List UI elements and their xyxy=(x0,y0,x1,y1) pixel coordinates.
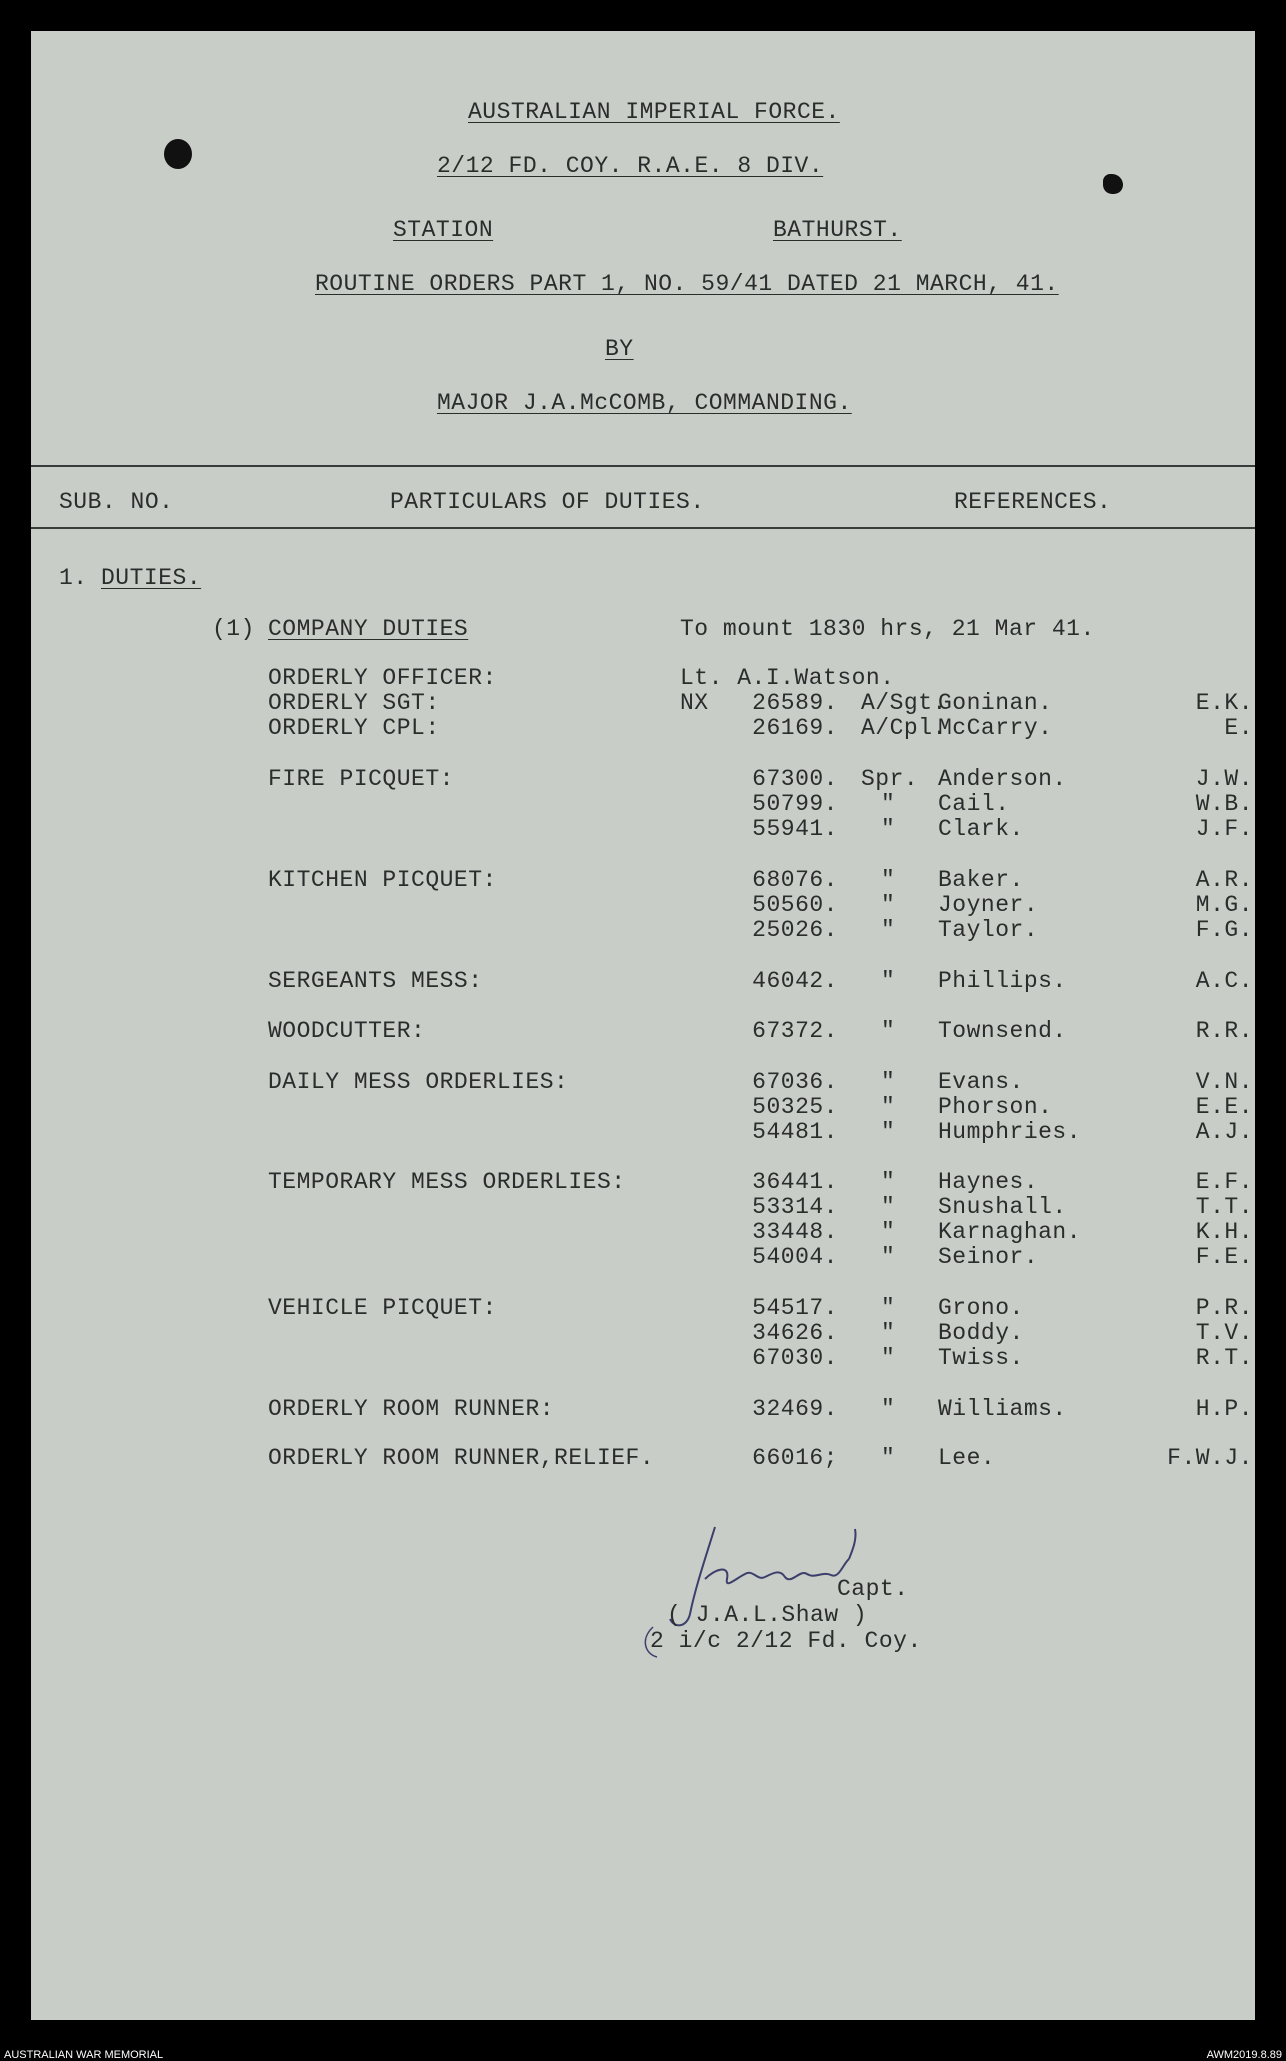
surname: Cail. xyxy=(938,791,1010,817)
initials: R.T. xyxy=(1195,1345,1253,1371)
col-particulars: PARTICULARS OF DUTIES. xyxy=(390,489,705,515)
rank: " xyxy=(881,1396,896,1422)
rank: " xyxy=(881,1345,896,1371)
service-number: 55941. xyxy=(752,816,838,842)
by-line: BY xyxy=(605,336,634,362)
surname: Grono. xyxy=(938,1295,1024,1321)
service-number: 54004. xyxy=(752,1244,838,1270)
rank: " xyxy=(881,1320,896,1346)
signature-name: ( J.A.L.Shaw ) xyxy=(667,1602,868,1628)
initials: E.K. xyxy=(1195,690,1253,716)
initials: E.F. xyxy=(1195,1169,1253,1195)
routine-orders-line: ROUTINE ORDERS PART 1, NO. 59/41 DATED 21 MARCH, 41. xyxy=(315,271,1059,297)
rank: " xyxy=(881,816,896,842)
surname: Twiss. xyxy=(938,1345,1024,1371)
rank: " xyxy=(881,1119,896,1145)
initials: T.T. xyxy=(1195,1194,1253,1220)
header-line-1: AUSTRALIAN IMPERIAL FORCE. xyxy=(468,99,840,125)
surname: Evans. xyxy=(938,1069,1024,1095)
initials: P.R. xyxy=(1195,1295,1253,1321)
service-number: 26589. xyxy=(752,690,838,716)
duty-label: TEMPORARY MESS ORDERLIES: xyxy=(268,1169,626,1195)
duty-label: SERGEANTS MESS: xyxy=(268,968,483,994)
section-title: DUTIES. xyxy=(101,565,202,591)
initials: M.G. xyxy=(1195,892,1253,918)
service-number: 68076. xyxy=(752,867,838,893)
service-number: 54517. xyxy=(752,1295,838,1321)
service-prefix: NX xyxy=(680,690,709,716)
surname: Snushall. xyxy=(938,1194,1067,1220)
rank: " xyxy=(881,1194,896,1220)
orderly-officer-label: ORDERLY OFFICER: xyxy=(268,665,497,691)
surname: Haynes. xyxy=(938,1169,1039,1195)
rank: " xyxy=(881,1169,896,1195)
service-number: 33448. xyxy=(752,1219,838,1245)
duty-label: ORDERLY CPL: xyxy=(268,715,440,741)
rank: " xyxy=(881,867,896,893)
initials: V.N. xyxy=(1195,1069,1253,1095)
surname: Seinor. xyxy=(938,1244,1039,1270)
station-value: BATHURST. xyxy=(773,217,902,243)
mount-time: To mount 1830 hrs, 21 Mar 41. xyxy=(680,616,1095,642)
surname: Karnaghan. xyxy=(938,1219,1082,1245)
footer-left: AUSTRALIAN WAR MEMORIAL xyxy=(4,2049,164,2061)
service-number: 67030. xyxy=(752,1345,838,1371)
initials: R.R. xyxy=(1195,1018,1253,1044)
service-number: 34626. xyxy=(752,1320,838,1346)
surname: Williams. xyxy=(938,1396,1067,1422)
rank: " xyxy=(881,791,896,817)
header-line-2: 2/12 FD. COY. R.A.E. 8 DIV. xyxy=(437,153,824,179)
surname: Townsend. xyxy=(938,1018,1067,1044)
rank: " xyxy=(881,968,896,994)
service-number: 54481. xyxy=(752,1119,838,1145)
initials: F.E. xyxy=(1195,1244,1253,1270)
rank: " xyxy=(881,917,896,943)
service-number: 50799. xyxy=(752,791,838,817)
signature-capt: Capt. xyxy=(837,1576,909,1602)
service-number: 67036. xyxy=(752,1069,838,1095)
rank: " xyxy=(881,1094,896,1120)
initials: K.H. xyxy=(1195,1219,1253,1245)
document-page xyxy=(31,31,1255,2020)
surname: Boddy. xyxy=(938,1320,1024,1346)
rule-top xyxy=(31,465,1255,467)
initials: H.P. xyxy=(1195,1396,1253,1422)
footer-right: AWM2019.8.89 xyxy=(1206,2049,1282,2061)
section-number: 1. xyxy=(59,565,88,591)
punch-hole-left xyxy=(164,139,192,169)
surname: Baker. xyxy=(938,867,1024,893)
col-references: REFERENCES. xyxy=(954,489,1112,515)
initials: F.W.J. xyxy=(1167,1445,1253,1471)
initials: E. xyxy=(1224,715,1253,741)
service-number: 50325. xyxy=(752,1094,838,1120)
subsection-title: COMPANY DUTIES xyxy=(268,616,469,642)
initials: A.R. xyxy=(1195,867,1253,893)
initials: T.V. xyxy=(1195,1320,1253,1346)
surname: Joyner. xyxy=(938,892,1039,918)
rank: " xyxy=(881,1445,896,1471)
duty-label: FIRE PICQUET: xyxy=(268,766,454,792)
signature-role: 2 i/c 2/12 Fd. Coy. xyxy=(650,1628,922,1654)
surname: McCarry. xyxy=(938,715,1053,741)
initials: J.F. xyxy=(1195,816,1253,842)
service-number: 46042. xyxy=(752,968,838,994)
service-number: 67300. xyxy=(752,766,838,792)
initials: J.W. xyxy=(1195,766,1253,792)
orderly-officer-value: Lt. A.I.Watson. xyxy=(680,665,895,691)
commander-line: MAJOR J.A.McCOMB, COMMANDING. xyxy=(437,390,852,416)
duty-label: WOODCUTTER: xyxy=(268,1018,426,1044)
service-number: 53314. xyxy=(752,1194,838,1220)
rank: A/Cpl. xyxy=(861,715,947,741)
surname: Goninan. xyxy=(938,690,1053,716)
duty-label: KITCHEN PICQUET: xyxy=(268,867,497,893)
service-number: 32469. xyxy=(752,1396,838,1422)
rank: " xyxy=(881,892,896,918)
duty-label: DAILY MESS ORDERLIES: xyxy=(268,1069,569,1095)
service-number: 50560. xyxy=(752,892,838,918)
service-number: 36441. xyxy=(752,1169,838,1195)
service-number: 67372. xyxy=(752,1018,838,1044)
rank: " xyxy=(881,1244,896,1270)
rule-bottom xyxy=(31,527,1255,529)
col-sub-no: SUB. NO. xyxy=(59,489,174,515)
rank: A/Sgt. xyxy=(861,690,947,716)
initials: A.C. xyxy=(1195,968,1253,994)
surname: Taylor. xyxy=(938,917,1039,943)
duty-label: ORDERLY ROOM RUNNER,RELIEF. xyxy=(268,1445,655,1471)
rank: " xyxy=(881,1018,896,1044)
service-number: 26169. xyxy=(752,715,838,741)
service-number: 25026. xyxy=(752,917,838,943)
initials: F.G. xyxy=(1195,917,1253,943)
subsection-number: (1) xyxy=(212,616,255,642)
service-number: 66016; xyxy=(752,1445,838,1471)
rank: " xyxy=(881,1295,896,1321)
surname: Phillips. xyxy=(938,968,1067,994)
surname: Anderson. xyxy=(938,766,1067,792)
duty-label: ORDERLY ROOM RUNNER: xyxy=(268,1396,555,1422)
surname: Phorson. xyxy=(938,1094,1053,1120)
rank: " xyxy=(881,1219,896,1245)
surname: Lee. xyxy=(938,1445,996,1471)
rank: " xyxy=(881,1069,896,1095)
station-label: STATION xyxy=(393,217,494,243)
duty-label: ORDERLY SGT: xyxy=(268,690,440,716)
surname: Humphries. xyxy=(938,1119,1082,1145)
surname: Clark. xyxy=(938,816,1024,842)
initials: W.B. xyxy=(1195,791,1253,817)
initials: E.E. xyxy=(1195,1094,1253,1120)
punch-hole-right xyxy=(1103,174,1123,194)
initials: A.J. xyxy=(1195,1119,1253,1145)
rank: Spr. xyxy=(861,766,919,792)
duty-label: VEHICLE PICQUET: xyxy=(268,1295,497,1321)
